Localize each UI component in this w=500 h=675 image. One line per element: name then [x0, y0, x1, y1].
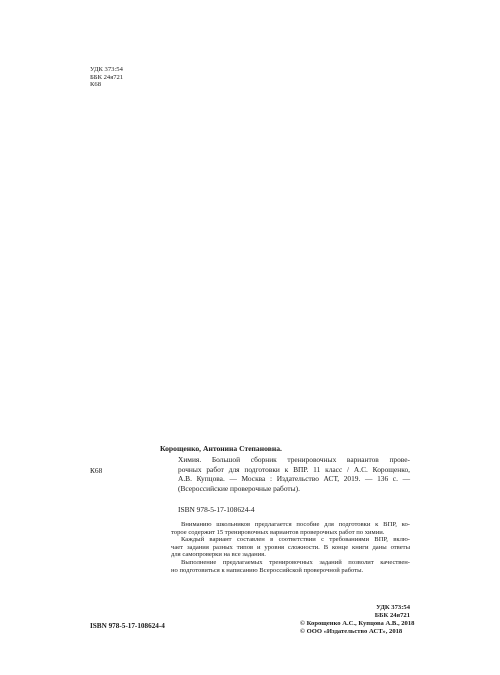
- annotation-line: Выполнение предлагаемых тренировочных заданий позволит качествен-: [181, 558, 410, 566]
- author-mark: К68: [90, 81, 101, 89]
- catalog-author-mark: К68: [90, 466, 103, 475]
- footer-isbn: ISBN 978-5-17-108624-4: [90, 622, 165, 630]
- catalog-author-heading: Корощенко, Антонина Степановна.: [160, 444, 282, 453]
- bottom-classification-codes: [375, 604, 410, 619]
- catalog-description: [178, 455, 410, 493]
- copyright-line: © Корощенко А.С., Купцова А.В., 2018: [300, 620, 415, 627]
- annotation-paragraph-3: [171, 559, 410, 574]
- annotation-line: для самопроверки на все задания.: [171, 551, 266, 559]
- annotation-line: чает задания разных типов и уровня сложности. В конце книги даны ответы: [171, 543, 410, 551]
- description-line: Химия. Большой сборник тренировочных вариантов прове-: [178, 455, 410, 464]
- annotation-paragraph-2: [171, 536, 410, 559]
- copyright-line: © ООО «Издательство АСТ», 2018: [300, 627, 403, 635]
- bbk-code: ББК 24я721: [90, 73, 124, 81]
- description-line: рочных работ для подготовки к ВПР. 11 класс / А.С. Корощенко,: [178, 464, 410, 474]
- annotation: [171, 521, 410, 574]
- description-line: А.В. Купцова. — Москва : Издательство АСТ, 2019. — 136 с. —: [178, 474, 410, 484]
- annotation-line: Вниманию школьников предлагается пособие для подготовки к ВПР, ко-: [181, 521, 410, 528]
- top-classification-codes: [90, 66, 170, 89]
- annotation-line: но подготовиться к написанию Всероссийской проверочной работы.: [171, 566, 364, 574]
- annotation-line: Каждый вариант составлен в соответствии с требованиями ВПР, вклю-: [181, 536, 410, 544]
- catalog-isbn: ISBN 978-5-17-108624-4: [178, 505, 255, 514]
- copyright-notice: [300, 620, 414, 635]
- udk-code: УДК 373:54: [90, 66, 123, 73]
- description-line: (Всероссийские проверочные работы).: [178, 483, 300, 493]
- annotation-paragraph-1: [171, 521, 410, 536]
- bbk-code: ББК 24я721: [374, 611, 410, 619]
- udk-code: УДК 373:54: [376, 604, 410, 611]
- annotation-line: торое содержит 15 тренировочных вариантов проверочных работ по химии.: [171, 528, 385, 536]
